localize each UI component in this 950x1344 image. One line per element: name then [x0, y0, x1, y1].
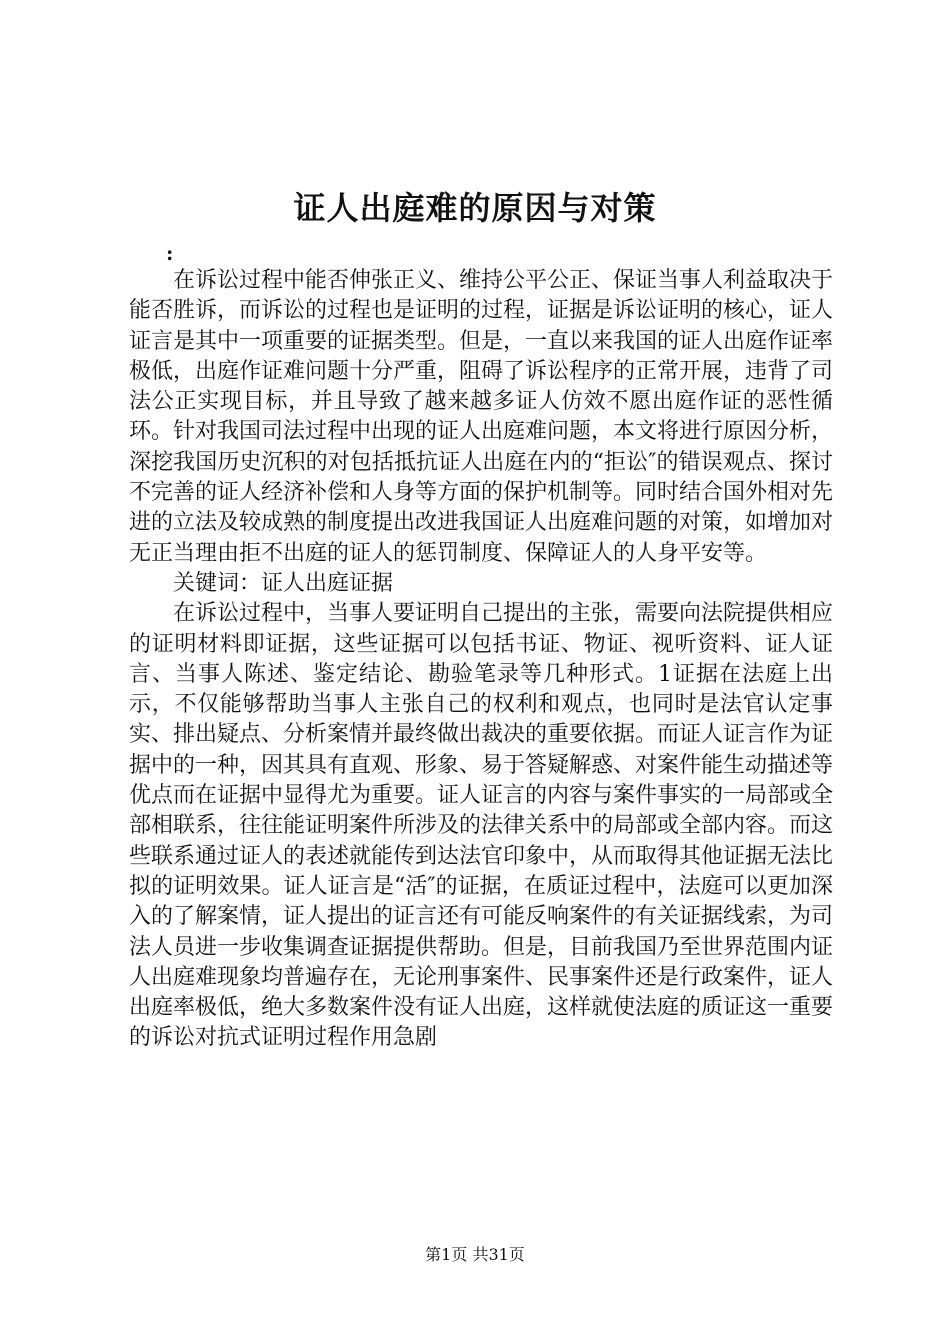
page-footer: 第1页 共31页	[425, 1245, 525, 1264]
abstract-marker: :	[166, 241, 174, 265]
body-paragraph: 在诉讼过程中，当事人要证明自己提出的主张，需要向法院提供相应的证明材料即证据，这些证据可以包括书证、物证、视听资料、证人证言、当事人陈述、鉴定结论、勘验笔录等几种形式。1证据在法庭上出示，不仅能够帮助当事人主张自己的权利和观点，也同时是法官认定事实、排出疑点、分析案情并最终做出裁决的重要依据。而证人证言作为证据中的一种，因其具有直观、形象、易于答疑解惑、对案件能生动描述等优点而在证据中显得尤为重要。证人证言的内容与案件事实的一局部或全部相联系，往往能证明案件所涉及的法律关系中的局部或全部内容。而这些联系通过证人的表述就能传到达法官印象中，从而取得其他证据无法比拟的证明效果。证人证言是“活″的证据，在质证过程中，法庭可以更加深入的了解案情，证人提出的证言还有可能反响案件的有关证据线索，为司法人员进一步收集调查证据提供帮助。但是，目前我国乃至世界范围内证人出庭难现象均普遍存在，无论刑事案件、民事案件还是行政案件，证人出庭率极低，绝大多数案件没有证人出庭，这样就使法庭的质证这一重要的诉讼对抗式证明过程作用急剧	[129, 601, 834, 1051]
abstract-paragraph: 在诉讼过程中能否伸张正义、维持公平公正、保证当事人利益取决于能否胜诉，而诉讼的过程也是证明的过程，证据是诉讼证明的核心，证人证言是其中一项重要的证据类型。但是，一直以来我国的证人出庭作证率极低，出庭作证难问题十分严重，阻碍了诉讼程序的正常开展，违背了司法公正实现目标，并且导致了越来越多证人仿效不愿出庭作证的恶性循环。针对我国司法过程中出现的证人出庭难问题，本文将进行原因分析，深挖我国历史沉积的对包括抵抗证人出庭在内的“拒讼″的错误观点、探讨不完善的证人经济补偿和人身等方面的保护机制等。同时结合国外相对先进的立法及较成熟的制度提出改进我国证人出庭难问题的对策，如增加对无正当理由拒不出庭的证人的惩罚制度、保障证人的人身平安等。	[129, 268, 834, 566]
keywords-paragraph: 关键词：证人出庭证据	[173, 570, 394, 596]
document-title: 证人出庭难的原因与对策	[293, 189, 657, 227]
document-body	[129, 266, 833, 1054]
